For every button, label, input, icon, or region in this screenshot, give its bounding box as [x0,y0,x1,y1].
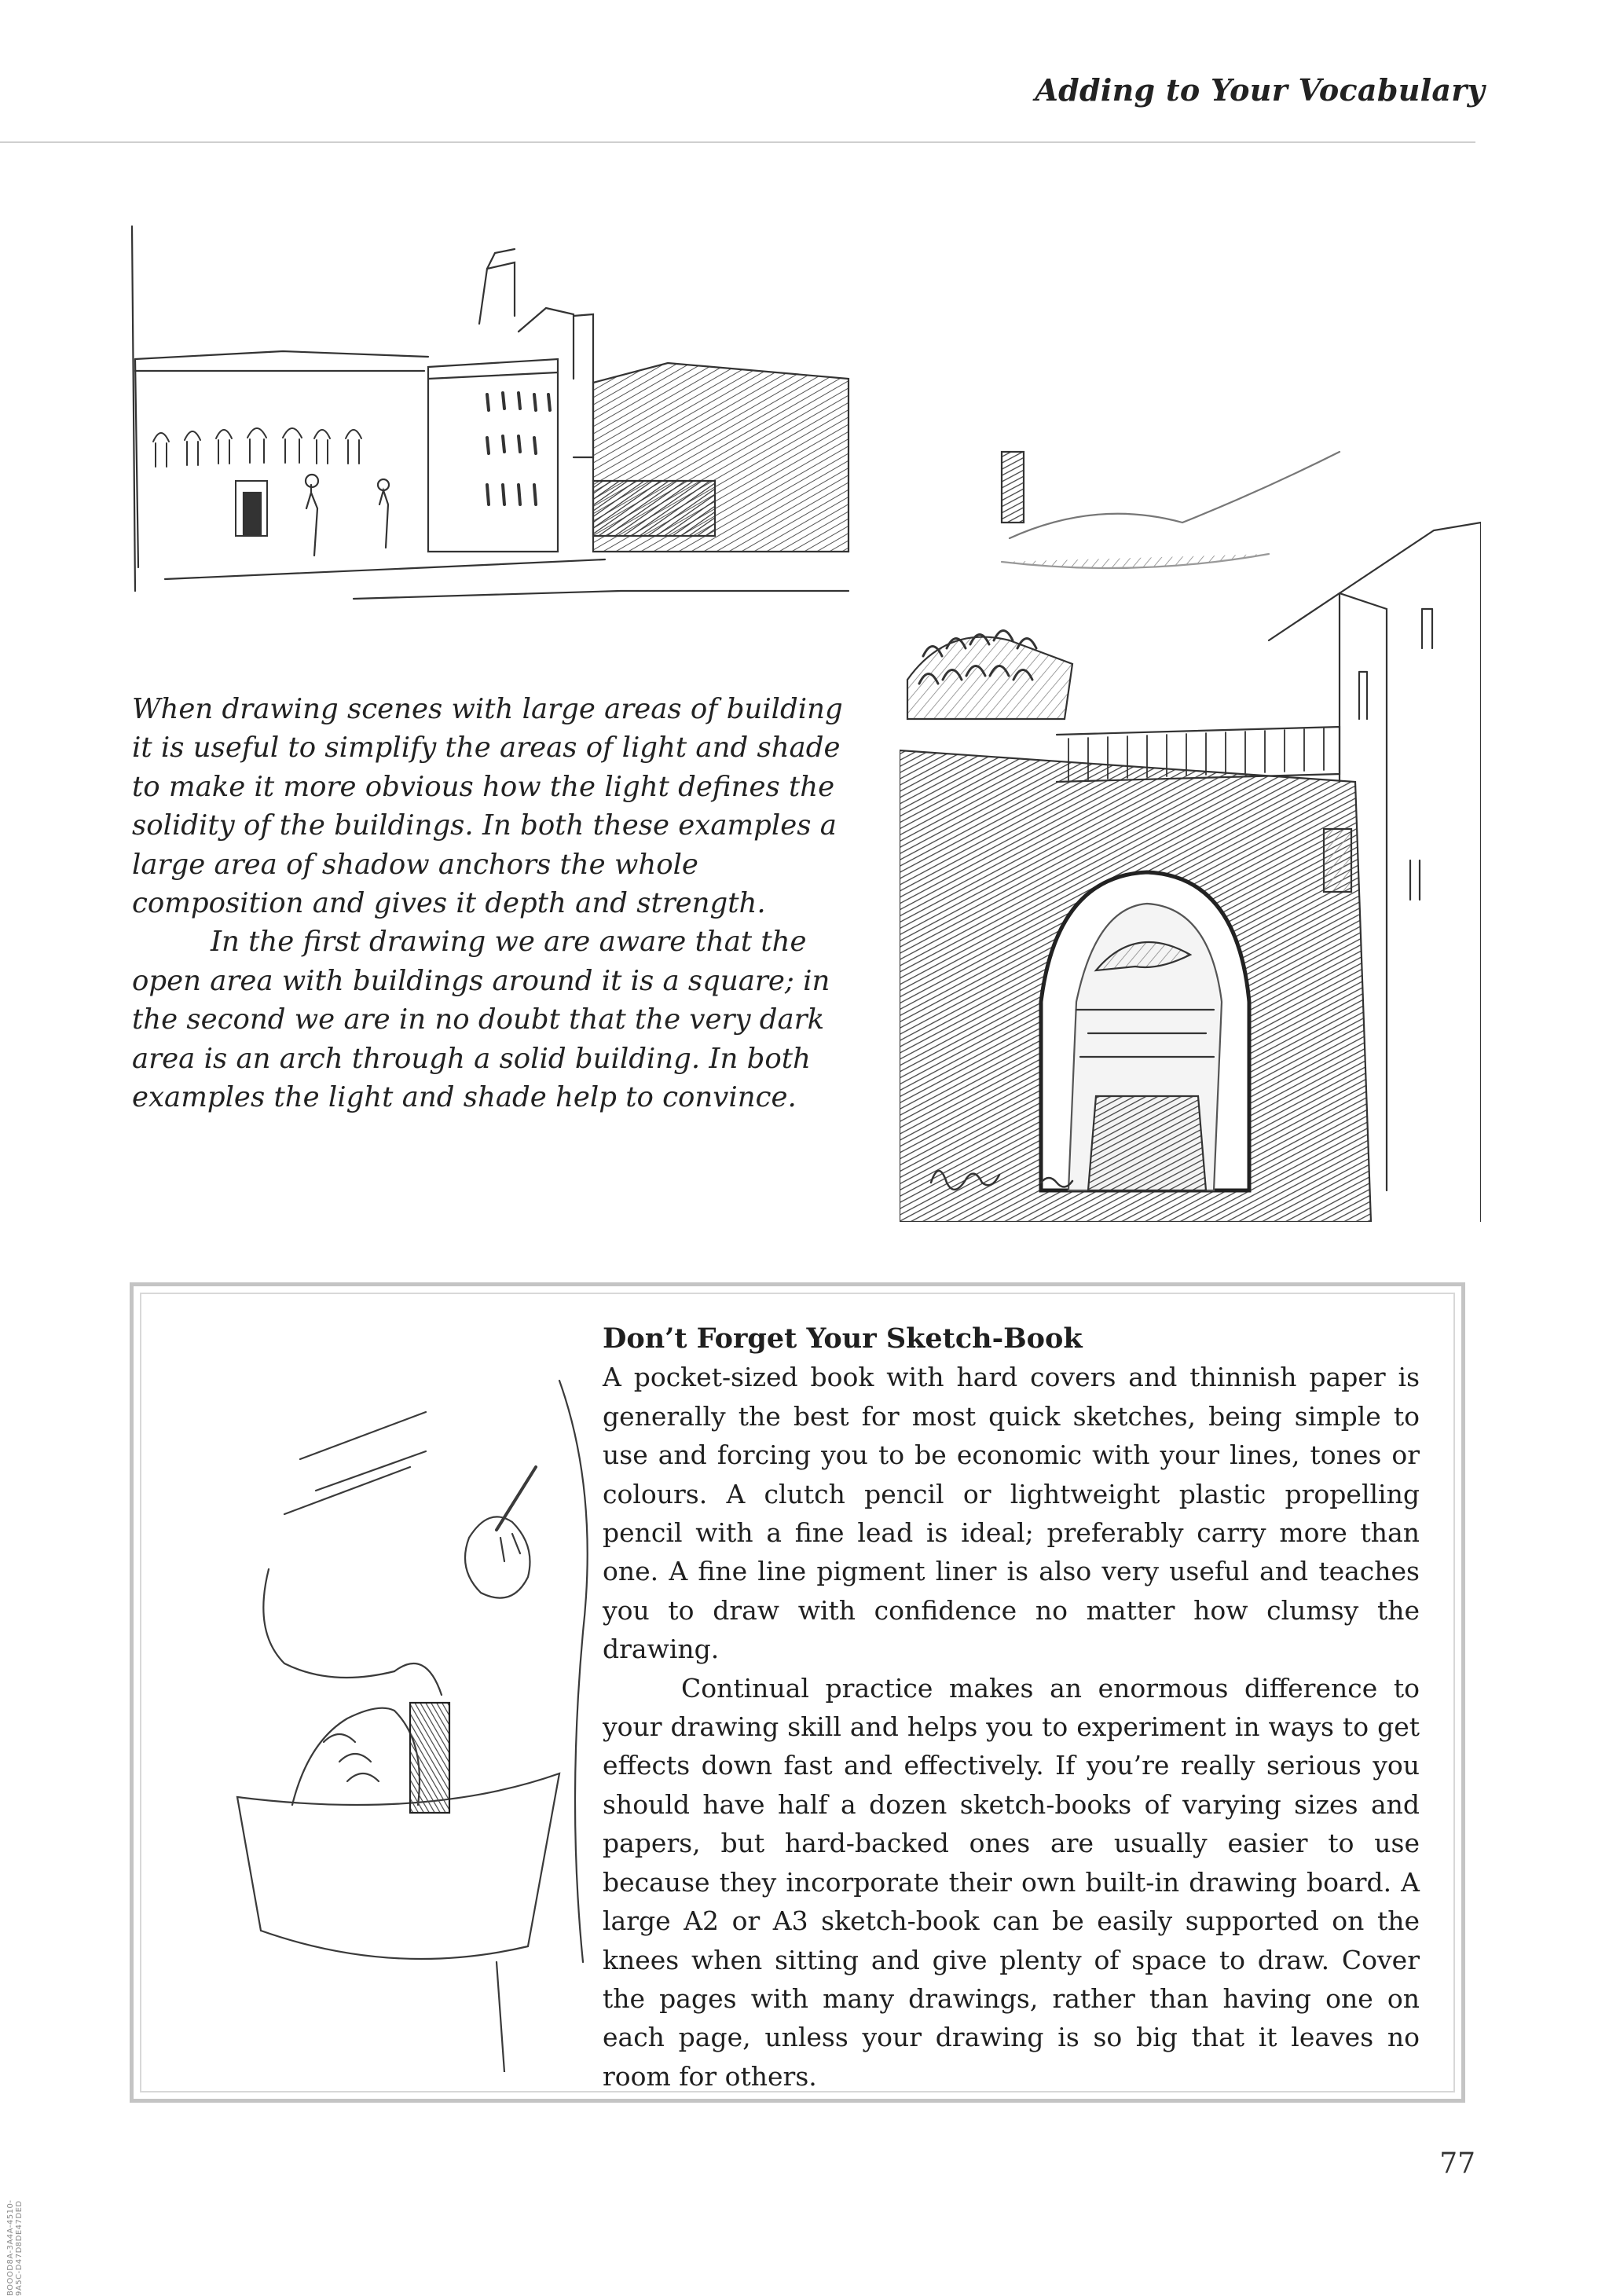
header-rule [0,141,1475,143]
page-number: 77 [1439,2147,1475,2180]
caption-paragraph: When drawing scenes with large areas of building it is useful to simplify the areas of light and shade to make it more obvious how the light defines the solidity of the buildings. In both these examples a large area of shadow anchors the whole composition and gives it depth and strength. [132,693,843,920]
caption-paragraph: In the first drawing we are aware that the open area with buildings around it is a square; in the second we are in no doubt that the very dark area is an arch through a solid building. In both examples the light and shade help to convince. [132,926,830,1114]
caption [132,690,863,1117]
margin-code: BOOOD8A-3A4A-4510-9A5C-D47D8DE47DED [6,2199,24,2296]
sidebar-text [603,1319,1420,2096]
sidebar-box [130,1282,1465,2103]
sidebar-paragraph: A pocket-sized book with hard covers and thinnish paper is generally the best for most quick sketches, being simple to use and forcing you to be economic with your lines, tones or colours. A clutch pencil or lightweight plastic propelling pencil with a fine lead is ideal; preferably carry more than one. A fine line pigment liner is also very useful and teaches you to draw with confidence no matter how clumsy the drawing. [603,1362,1420,1665]
sidebar-paragraph: Continual practice makes an enormous difference to your drawing skill and helps you to experiment in ways to get effects down fast and effectively. If you’re really serious you should have half a dozen sketch-books of varying sizes and papers, but hard-backed ones are usually easier to use because they incorporate their own built-in drawing board. A large A2 or A3 sketch-book can be easily supported on the knees when sitting and give plenty of space to draw. Cover the pages with many drawings, rather than having one on each page, unless your drawing is so big that it leaves no room for others. [603,1672,1420,2092]
running-head: Adding to Your Vocabulary [1035,72,1485,108]
sidebar-title: Don’t Forget Your Sketch-Book [603,1322,1083,1355]
sketch-archway [900,405,1481,1222]
sketch-pocket-book [190,1333,662,2072]
sketch-town-square [118,222,852,607]
